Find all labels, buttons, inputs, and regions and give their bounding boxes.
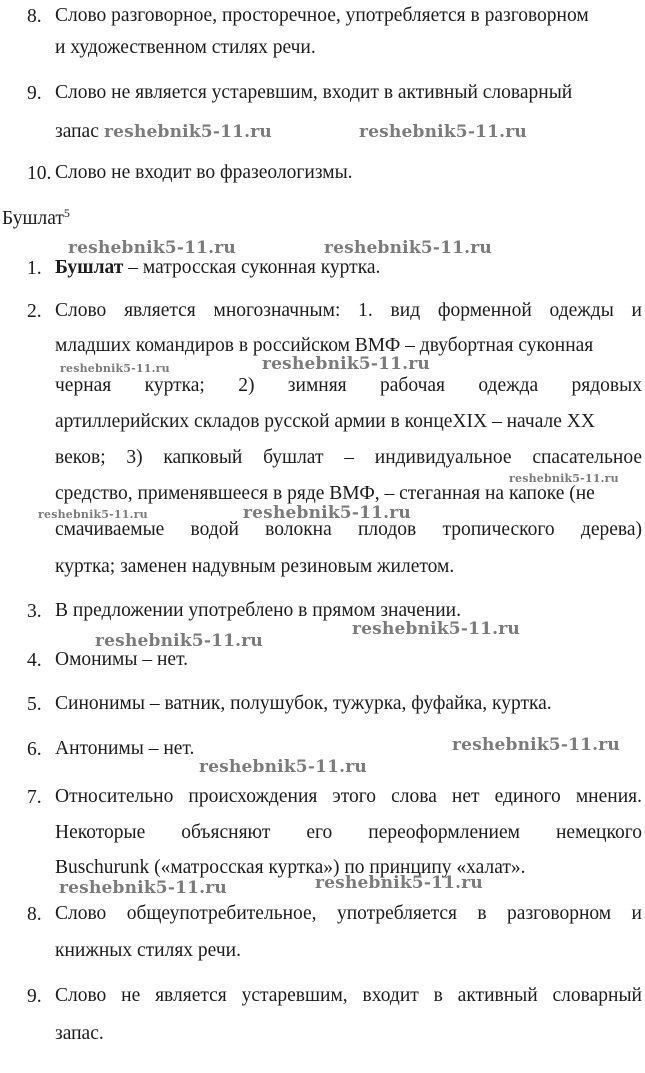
item4-text: Омонимы – нет.: [55, 649, 189, 670]
watermark: reshebnik5-11.ru: [95, 631, 263, 651]
list-number: 10.: [27, 163, 52, 184]
footnote-mark: 5: [63, 206, 70, 220]
item8-prev-line2: и художественном стилях речи.: [55, 37, 316, 58]
list-number: 5.: [27, 694, 42, 715]
item2-line6: средство, применявшееся в ряде ВМФ, – стеганная на капоке (не: [55, 483, 595, 504]
item2-line3: черная куртка; 2) зимняя рабочая одежда рядовых: [55, 375, 642, 396]
item7-line3: Buschurunk («матросская куртка») по принципу «халат».: [55, 857, 526, 878]
list-number: 3.: [27, 601, 42, 622]
watermark: reshebnik5-11.ru: [452, 735, 620, 755]
list-number: 7.: [27, 787, 42, 808]
watermark: reshebnik5-11.ru: [104, 122, 272, 142]
watermark: reshebnik5-11.ru: [324, 238, 492, 258]
item2-line2: младших командиров в российском ВМФ – двубортная суконная: [55, 335, 594, 356]
item9-prev-line1: [55, 83, 642, 103]
item1-term: Бушлат: [55, 257, 124, 278]
list-number: 2.: [27, 301, 42, 322]
watermark: reshebnik5-11.ru: [59, 878, 227, 898]
item10-prev-text: Слово не входит во фразеологизмы.: [55, 162, 353, 183]
item2-line5: веков; 3) капковый бушлат – индивидуальное спасательное: [55, 447, 642, 468]
item2-line4: артиллерийских складов русской армии в концеXIX – начале XX: [55, 411, 595, 432]
watermark: reshebnik5-11.ru: [38, 508, 148, 521]
watermark: reshebnik5-11.ru: [68, 238, 236, 258]
list-number: 8.: [27, 904, 42, 925]
item9-prev-line2: запас: [55, 121, 99, 142]
list-number: 9.: [27, 83, 42, 104]
item7-line1: Относительно происхождения этого слова нет единого мнения.: [55, 786, 642, 807]
item9-prev-line1-text: Слово не является устаревшим, входит в активный словарный: [55, 82, 573, 103]
item6-text: Антонимы – нет.: [55, 738, 195, 759]
item2-line8: куртка; заменен надувным резиновым жилетом.: [55, 556, 455, 577]
item2-line1: Слово является многозначным: 1. вид форменной одежды и: [55, 300, 642, 321]
item5-text: Синонимы – ватник, полушубок, тужурка, фуфайка, куртка.: [55, 693, 552, 714]
item9-line1: Слово не является устаревшим, входит в активный словарный: [55, 985, 642, 1006]
item1-definition: – матросская суконная куртка.: [123, 257, 381, 278]
list-number: 4.: [27, 650, 42, 671]
watermark: reshebnik5-11.ru: [262, 354, 430, 374]
watermark: reshebnik5-11.ru: [243, 503, 411, 523]
watermark: reshebnik5-11.ru: [199, 757, 367, 777]
item2-line7: смачиваемые водой волокна плодов тропического дерева): [55, 519, 642, 540]
item8-line2: книжных стилях речи.: [55, 940, 241, 961]
item1-text: [55, 258, 380, 278]
item9-line2: запас.: [55, 1023, 104, 1044]
watermark: reshebnik5-11.ru: [509, 472, 619, 485]
heading-word: Бушлат: [2, 208, 64, 229]
word-heading: [2, 206, 70, 229]
list-number: 6.: [27, 739, 42, 760]
list-number: 1.: [27, 258, 42, 279]
watermark: reshebnik5-11.ru: [315, 873, 483, 893]
watermark: reshebnik5-11.ru: [60, 362, 170, 375]
item8-line1: Слово общеупотребительное, употребляется в разговорном и: [55, 903, 642, 924]
watermark: reshebnik5-11.ru: [359, 122, 527, 142]
item7-line2: Некоторые объясняют его переоформлением немецкого: [55, 822, 642, 843]
item8-prev-line1: Слово разговорное, просторечное, употребляется в разговорном: [55, 5, 589, 26]
watermark: reshebnik5-11.ru: [352, 619, 520, 639]
list-number: 8.: [27, 6, 42, 27]
list-number: 9.: [27, 986, 42, 1007]
item3-text: В предложении употреблено в прямом значении.: [55, 600, 461, 621]
